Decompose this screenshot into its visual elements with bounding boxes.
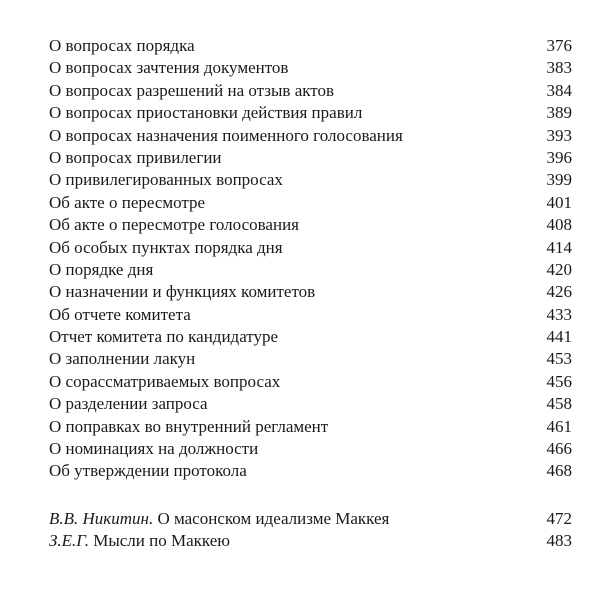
toc-entry-page: 396: [546, 147, 572, 167]
toc-entry-page: 399: [546, 170, 572, 190]
toc-entry-title: Об утверждении протокола: [49, 461, 247, 481]
toc-entry-page: 441: [546, 327, 572, 347]
toc-entry: [49, 102, 572, 124]
toc-entry-page: 433: [546, 304, 572, 324]
toc-entry-title: О вопросах порядка: [49, 36, 195, 55]
toc-entry-page: 456: [546, 371, 572, 391]
toc-entry-page: 472: [546, 508, 572, 528]
toc-entry-page: 426: [546, 282, 572, 302]
toc-entry: [49, 214, 572, 236]
toc-entry: [49, 438, 572, 460]
essay-author: З.Е.Г.: [49, 531, 89, 551]
toc-entry: [49, 326, 572, 348]
toc-entry-title: Об акте о пересмотре: [49, 192, 206, 212]
toc-entry-page: 383: [546, 58, 572, 78]
toc-entry-title: Об отчете комитета: [49, 304, 191, 324]
toc-entry: [49, 192, 572, 214]
essay-title: О масонском идеализме Маккея: [157, 508, 390, 528]
toc-entry-page: 468: [546, 461, 572, 481]
toc-entry-title: О порядке дня: [49, 259, 154, 279]
section-gap: [49, 483, 572, 508]
toc-entry-page: 393: [546, 125, 572, 145]
toc-essays-list: [49, 508, 572, 553]
toc-entry: [49, 237, 572, 259]
toc-essay-heading: [49, 530, 547, 552]
toc-entry-title: О поправках во внутренний регламент: [49, 416, 329, 436]
toc-entry-title: О назначении и функциях комитетов: [49, 282, 316, 302]
toc-entry: [49, 80, 572, 102]
toc-entry-title: Об особых пунктах порядка дня: [49, 237, 283, 257]
toc-entry-title: О вопросах зачтения документов: [49, 58, 289, 78]
toc-entry-page: 414: [546, 237, 572, 257]
toc-entry: [49, 460, 572, 482]
toc-entry-page: 458: [546, 394, 572, 414]
essay-title: Мысли по Маккею: [93, 531, 230, 551]
toc-entry-page: 376: [546, 36, 572, 55]
toc-entry-page: 384: [546, 80, 572, 100]
toc-entry: [49, 393, 572, 415]
toc-entry-page: 466: [546, 439, 572, 459]
toc-entry: [49, 259, 572, 281]
toc-entry-page: 453: [546, 349, 572, 369]
toc-entry: [49, 125, 572, 147]
toc-entry-title: О вопросах назначения поименного голосования: [49, 125, 403, 145]
toc-entry: [49, 348, 572, 370]
toc-essay-heading: [49, 508, 547, 530]
toc-essay-entry: [49, 530, 572, 552]
essay-author: В.В. Никитин.: [49, 508, 154, 528]
toc-entry-title: О привилегированных вопросах: [49, 170, 283, 190]
toc-entry: [49, 35, 572, 57]
toc-entry-page: 461: [546, 416, 572, 436]
toc-entry-page: 408: [546, 215, 572, 235]
toc-entry: [49, 57, 572, 79]
toc-entry-title: О вопросах разрешений на отзыв актов: [49, 80, 335, 100]
toc-entry: [49, 416, 572, 438]
toc-entry-title: Отчет комитета по кандидатуре: [49, 327, 279, 347]
toc-entry: [49, 169, 572, 191]
toc-entry-page: 420: [546, 259, 572, 279]
toc-entry-title: О заполнении лакун: [49, 349, 196, 369]
toc-entry: [49, 281, 572, 303]
toc-entry-title: О разделении запроса: [49, 394, 208, 414]
toc-entry-page: 483: [546, 531, 572, 551]
toc-entry: [49, 304, 572, 326]
toc-entry-page: 389: [546, 103, 572, 123]
toc-entry-title: О вопросах приостановки действия правил: [49, 103, 363, 123]
table-of-contents: [49, 35, 572, 553]
toc-essay-entry: [49, 508, 572, 530]
toc-entry: [49, 147, 572, 169]
toc-entry-page: 401: [546, 192, 572, 212]
toc-entry-title: О номинациях на должности: [49, 439, 259, 459]
toc-main-list: [49, 35, 572, 483]
toc-entry-title: Об акте о пересмотре голосования: [49, 215, 299, 235]
toc-entry-title: О вопросах привилегии: [49, 147, 222, 167]
toc-entry: [49, 371, 572, 393]
toc-entry-title: О сорассматриваемых вопросах: [49, 371, 281, 391]
